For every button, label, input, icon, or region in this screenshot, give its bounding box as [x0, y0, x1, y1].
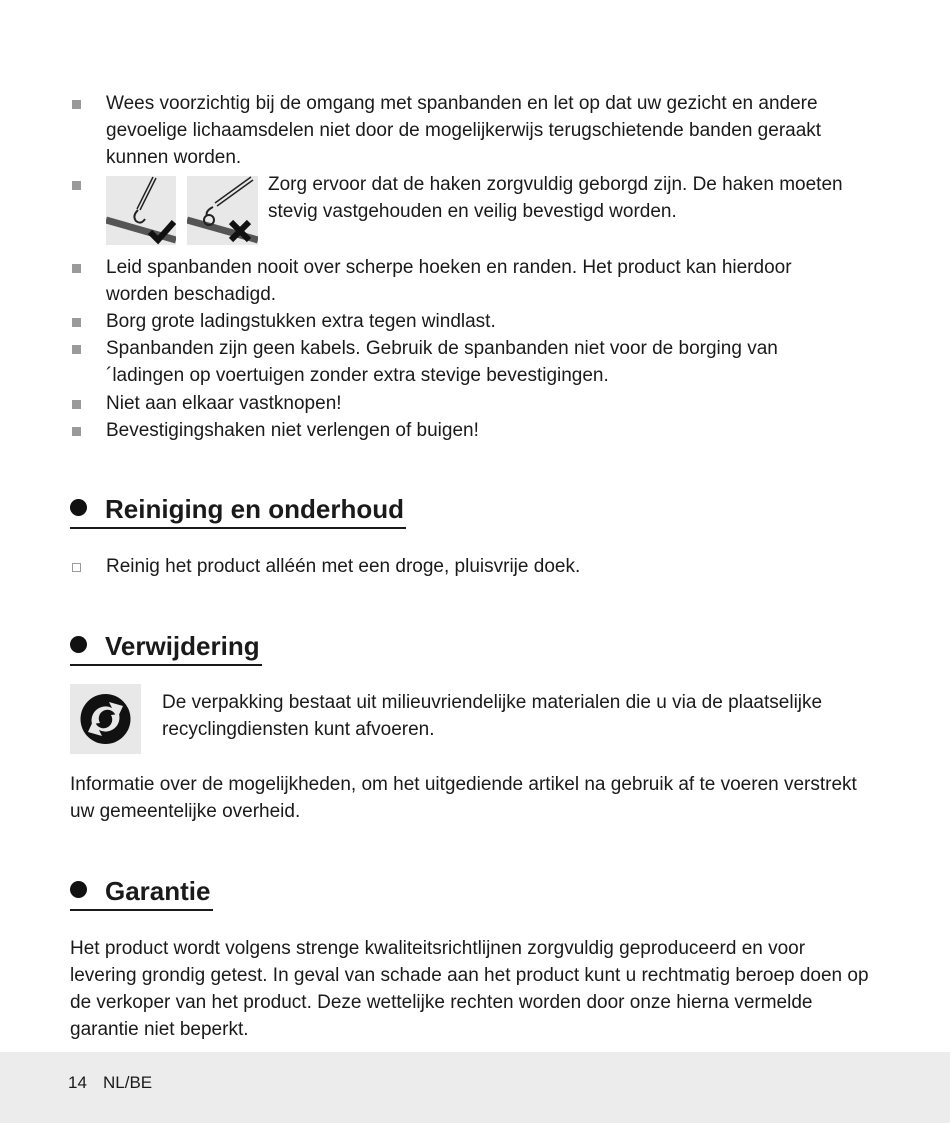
locale-label: NL/BE	[103, 1073, 153, 1092]
bullet-text: Borg grote ladingstukken extra tegen windlast.	[106, 311, 496, 332]
bullet-icon	[72, 400, 81, 409]
section-heading-warranty: Garantie	[70, 875, 213, 911]
bullet-icon	[72, 427, 81, 436]
warranty-text: Het product wordt volgens strenge kwaliteitsrichtlijnen zorgvuldig geproduceerd en voor levering grondig getest. In geval van schade aan het product kunt u rechtmatig beroep doen op de verkoper van het product. Deze wettelijke rechten worden door onze hierna vermelde garantie niet beperkt.	[70, 938, 869, 1040]
hook-correct-icon	[106, 176, 176, 245]
bullet-icon	[72, 345, 81, 354]
bullet-text: Niet aan elkaar vastknopen!	[106, 393, 342, 414]
bullet-text: Leid spanbanden nooit over scherpe hoeken en randen. Het product kan hierdoor worden beschadigd.	[106, 257, 792, 305]
bullet-icon	[72, 318, 81, 327]
bullet-icon	[72, 100, 81, 109]
recycling-icon	[70, 684, 141, 754]
bullet-text: Bevestigingshaken niet verlengen of buigen!	[106, 420, 479, 441]
bullet-text: Wees voorzichtig bij de omgang met spanbanden en let op dat uw gezicht en andere gevoelige lichaamsdelen niet door de mogelijkerwijs terugschietende banden geraakt kunnen worden.	[106, 93, 822, 168]
bullet-text: Spanbanden zijn geen kabels. Gebruik de spanbanden niet voor de borging van ´ladingen op voertuigen zonder extra stevige bevestigingen.	[106, 338, 778, 386]
section-heading-disposal: Verwijdering	[70, 630, 262, 666]
bullet-icon	[72, 264, 81, 273]
page-number: 14	[68, 1073, 87, 1092]
hook-incorrect-icon	[187, 176, 258, 245]
bullet-icon	[72, 181, 81, 190]
bullet-text: Zorg ervoor dat de haken zorgvuldig geborgd zijn. De haken moeten stevig vastgehouden en veilig bevestigd worden.	[268, 174, 843, 222]
heading-dot-icon	[70, 636, 87, 653]
disposal-symbol-text: De verpakking bestaat uit milieuvriendelijke materialen die u via de plaatselijke recyclingdiensten kunt afvoeren.	[162, 692, 823, 740]
disposal-info-text: Informatie over de mogelijkheden, om het uitgediende artikel na gebruik af te voeren verstrekt uw gemeentelijke overheid.	[70, 774, 857, 822]
checkbox-bullet-icon	[72, 563, 81, 572]
section-heading-cleaning: Reiniging en onderhoud	[70, 493, 406, 529]
heading-dot-icon	[70, 499, 87, 516]
heading-dot-icon	[70, 881, 87, 898]
page-footer	[0, 1052, 950, 1123]
bullet-text: Reinig het product alléén met een droge, pluisvrije doek.	[106, 556, 581, 577]
